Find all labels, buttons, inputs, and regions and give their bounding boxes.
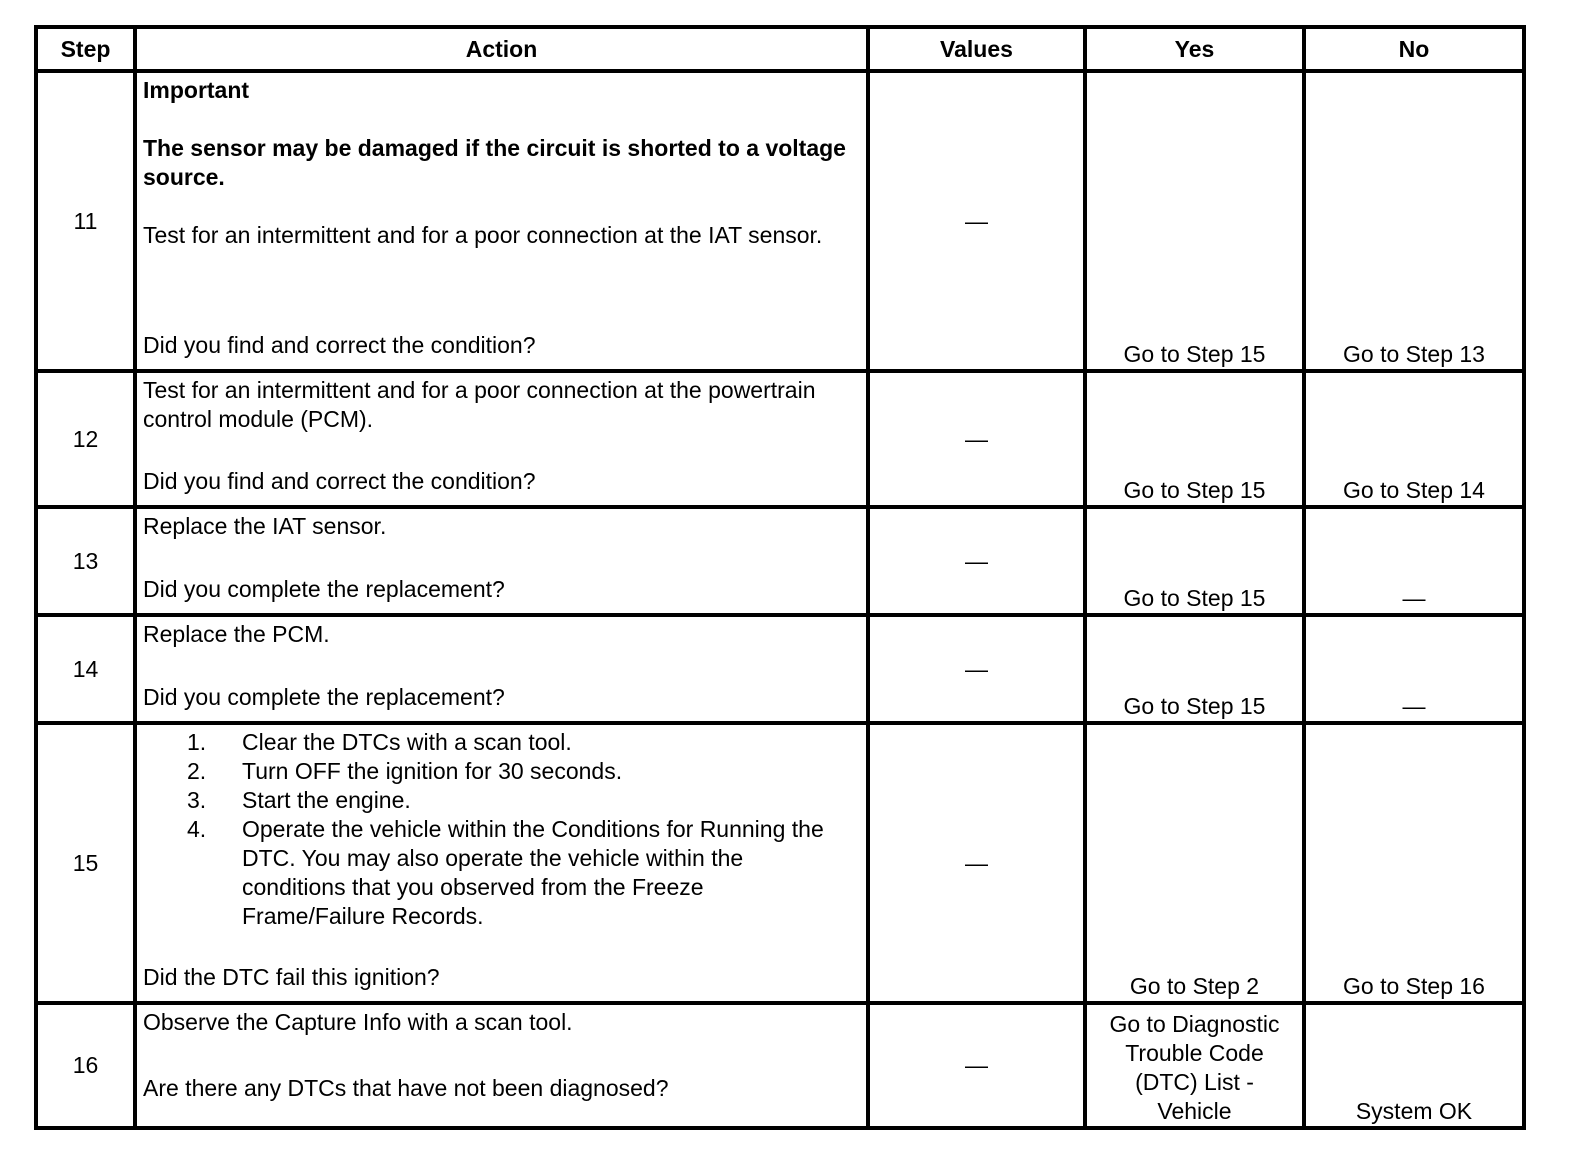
- action-cell: [135, 723, 868, 1003]
- no-cell: Go to Step 16: [1304, 723, 1524, 1003]
- yes-cell: Go to Step 15: [1085, 71, 1304, 371]
- header-no: No: [1304, 27, 1524, 71]
- no-cell: Go to Step 14: [1304, 371, 1524, 507]
- action-cell: [135, 615, 868, 723]
- list-item: [143, 815, 860, 931]
- header-action: Action: [135, 27, 868, 71]
- list-item: [143, 728, 860, 757]
- action-question: Did you complete the replacement?: [143, 684, 505, 710]
- yes-cell: Go to Step 2: [1085, 723, 1304, 1003]
- step-number: 11: [36, 71, 135, 371]
- no-cell: —: [1304, 615, 1524, 723]
- values-cell: —: [868, 371, 1085, 507]
- list-item-number: 4.: [187, 816, 207, 842]
- list-item-text: Clear the DTCs with a scan tool.: [242, 729, 572, 755]
- yes-cell: [1085, 1003, 1304, 1128]
- step-number: 16: [36, 1003, 135, 1128]
- yes-cell: Go to Step 15: [1085, 507, 1304, 615]
- values-cell: —: [868, 723, 1085, 1003]
- table-row: [36, 1003, 1524, 1128]
- action-cell: [135, 371, 868, 507]
- action-instruction: Replace the PCM.: [143, 621, 330, 647]
- list-item-number: 1.: [187, 729, 207, 755]
- list-item-number: 2.: [187, 758, 207, 784]
- action-question: Did you find and correct the condition?: [143, 468, 536, 494]
- no-cell: —: [1304, 507, 1524, 615]
- step-number: 13: [36, 507, 135, 615]
- yes-cell: Go to Step 15: [1085, 371, 1304, 507]
- table-row: [36, 507, 1524, 615]
- step-number: 14: [36, 615, 135, 723]
- action-instruction: Test for an intermittent and for a poor connection at the IAT sensor.: [143, 222, 823, 248]
- action-instruction: Test for an intermittent and for a poor connection at the powertrain control module (PCM).: [143, 377, 816, 432]
- no-cell: Go to Step 13: [1304, 71, 1524, 371]
- yes-cell: Go to Step 15: [1085, 615, 1304, 723]
- list-item-text: Operate the vehicle within the Conditions for Running the DTC. You may also operate the vehicle within the conditions that you observed from the Freeze Frame/Failure Records.: [242, 816, 824, 929]
- header-values: Values: [868, 27, 1085, 71]
- header-row: [36, 27, 1524, 71]
- list-item-number: 3.: [187, 787, 207, 813]
- procedure-list: [143, 728, 860, 931]
- table-row: [36, 371, 1524, 507]
- important-text: The sensor may be damaged if the circuit is shorted to a voltage source.: [143, 135, 846, 190]
- action-question: Did you complete the replacement?: [143, 576, 505, 602]
- list-item: [143, 757, 860, 786]
- values-cell: —: [868, 507, 1085, 615]
- important-title: Important: [143, 77, 250, 103]
- values-cell: —: [868, 1003, 1085, 1128]
- action-question: Did you find and correct the condition?: [143, 332, 536, 358]
- list-item-text: Start the engine.: [242, 787, 411, 813]
- action-question: Did the DTC fail this ignition?: [143, 964, 440, 990]
- action-instruction: Replace the IAT sensor.: [143, 513, 387, 539]
- action-cell: [135, 507, 868, 615]
- action-cell: [135, 1003, 868, 1128]
- table-row: [36, 71, 1524, 371]
- action-cell: [135, 71, 868, 371]
- header-yes: Yes: [1085, 27, 1304, 71]
- no-cell: System OK: [1304, 1003, 1524, 1128]
- step-number: 15: [36, 723, 135, 1003]
- diagnostic-table: [34, 25, 1526, 1130]
- values-cell: —: [868, 615, 1085, 723]
- table-row: [36, 723, 1524, 1003]
- action-instruction: Observe the Capture Info with a scan tool.: [143, 1009, 573, 1035]
- action-question: Are there any DTCs that have not been diagnosed?: [143, 1075, 669, 1101]
- table-row: [36, 615, 1524, 723]
- yes-cell-text: Go to Diagnostic Trouble Code (DTC) List - Vehicle: [1109, 1011, 1280, 1124]
- step-number: 12: [36, 371, 135, 507]
- values-cell: —: [868, 71, 1085, 371]
- list-item: [143, 786, 860, 815]
- list-item-text: Turn OFF the ignition for 30 seconds.: [242, 758, 623, 784]
- header-step: Step: [36, 27, 135, 71]
